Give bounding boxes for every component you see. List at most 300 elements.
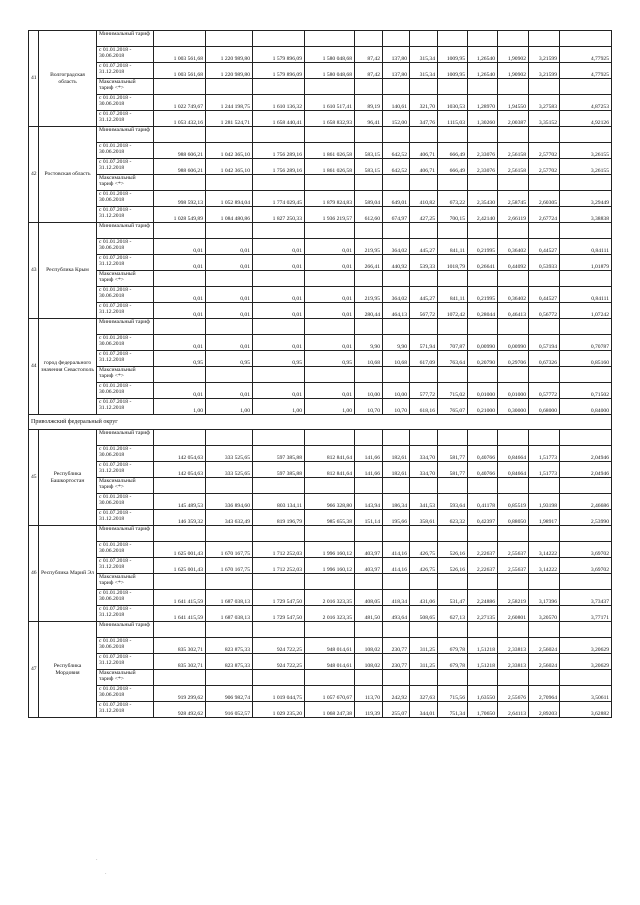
empty-cell: [498, 526, 529, 542]
empty-cell: [468, 367, 498, 383]
value-cell: 2,57702: [529, 143, 560, 159]
value-cell: 1 042 365,10: [206, 159, 253, 175]
tariff-type-label: Максимальный тариф <*>: [97, 478, 154, 494]
value-cell: 1 220 989,80: [206, 63, 253, 79]
value-cell: 3,17396: [529, 590, 560, 606]
table-row: [29, 383, 612, 399]
period-label: с 01.01.2018 - 30.06.2018: [97, 287, 154, 303]
table-row: [29, 95, 612, 111]
empty-cell: [438, 526, 468, 542]
value-cell: 0,01: [154, 255, 206, 271]
value-cell: 343 632,49: [206, 510, 253, 526]
value-cell: 627,13: [438, 606, 468, 622]
empty-cell: [383, 175, 410, 191]
tariff-type-row: [29, 223, 612, 239]
value-cell: 1 042 365,10: [206, 143, 253, 159]
value-cell: 539,33: [410, 255, 438, 271]
empty-cell: [410, 367, 438, 383]
value-cell: 924 722,25: [253, 654, 305, 670]
value-cell: 612,60: [355, 207, 383, 223]
value-cell: 0,28044: [468, 303, 498, 319]
empty-cell: [355, 670, 383, 686]
table-row: [29, 446, 612, 462]
value-cell: 2,22637: [468, 558, 498, 574]
value-cell: 3,20629: [560, 654, 612, 670]
value-cell: 1 936 219,57: [305, 207, 355, 223]
value-cell: 1 579 896,09: [253, 63, 305, 79]
value-cell: 581,77: [438, 446, 468, 462]
value-cell: 2,89203: [529, 702, 560, 718]
value-cell: 2,55676: [498, 686, 529, 702]
empty-cell: [498, 367, 529, 383]
value-cell: 137,80: [383, 63, 410, 79]
value-cell: 1 610 517,41: [305, 95, 355, 111]
table-row: [29, 63, 612, 79]
period-label: с 01.07.2018 - 31.12.2018: [97, 702, 154, 718]
value-cell: 928 492,62: [154, 702, 206, 718]
empty-cell: [154, 574, 206, 590]
value-cell: 2,46686: [560, 494, 612, 510]
value-cell: 364,02: [383, 287, 410, 303]
value-cell: 0,84111: [560, 287, 612, 303]
empty-cell: [206, 127, 253, 143]
period-label: с 01.07.2018 - 31.12.2018: [97, 399, 154, 415]
value-cell: 0,53933: [529, 255, 560, 271]
value-cell: 327,63: [410, 686, 438, 702]
value-cell: 642,52: [383, 143, 410, 159]
empty-cell: [529, 127, 560, 143]
value-cell: 186,34: [383, 494, 410, 510]
value-cell: 526,16: [438, 558, 468, 574]
region-number: 44: [29, 319, 39, 415]
period-label: с 01.07.2018 - 31.12.2018: [97, 510, 154, 526]
value-cell: 2,60801: [498, 606, 529, 622]
value-cell: 666,49: [438, 159, 468, 175]
empty-cell: [383, 127, 410, 143]
empty-cell: [154, 319, 206, 335]
value-cell: 1 712 252,03: [253, 542, 305, 558]
empty-cell: [410, 79, 438, 95]
value-cell: 0,95: [154, 351, 206, 367]
table-row: [29, 542, 612, 558]
value-cell: 0,95: [206, 351, 253, 367]
value-cell: 567,72: [410, 303, 438, 319]
empty-cell: [206, 367, 253, 383]
value-cell: 1 879 824,83: [305, 191, 355, 207]
value-cell: 1 670 167,75: [206, 558, 253, 574]
period-label: с 01.01.2018 - 30.06.2018: [97, 446, 154, 462]
value-cell: 1,51218: [468, 654, 498, 670]
value-cell: 0,44527: [529, 287, 560, 303]
empty-cell: [468, 478, 498, 494]
empty-cell: [529, 223, 560, 239]
tariff-type-label: Минимальный тариф: [97, 622, 154, 638]
empty-cell: [253, 526, 305, 542]
value-cell: 1 670 167,75: [206, 542, 253, 558]
empty-cell: [383, 622, 410, 638]
value-cell: 3,27583: [529, 95, 560, 111]
empty-cell: [560, 526, 612, 542]
empty-cell: [410, 127, 438, 143]
empty-cell: [355, 622, 383, 638]
value-cell: 1 658 440,41: [253, 111, 305, 127]
value-cell: 2,55637: [498, 558, 529, 574]
value-cell: 2,56158: [498, 143, 529, 159]
empty-cell: [154, 367, 206, 383]
empty-cell: [560, 175, 612, 191]
period-label: с 01.01.2018 - 30.06.2018: [97, 590, 154, 606]
value-cell: 0,01: [305, 303, 355, 319]
empty-cell: [468, 79, 498, 95]
value-cell: 1 658 832,93: [305, 111, 355, 127]
empty-cell: [305, 430, 355, 446]
table-row: [29, 510, 612, 526]
empty-cell: [305, 79, 355, 95]
district-title: Приволжский федеральный округ: [29, 415, 612, 430]
value-cell: 1 244 198,75: [206, 95, 253, 111]
tariff-type-row: [29, 478, 612, 494]
value-cell: 1009,95: [438, 47, 468, 63]
empty-cell: [383, 670, 410, 686]
value-cell: 1 220 989,80: [206, 47, 253, 63]
empty-cell: [355, 127, 383, 143]
period-label: с 01.01.2018 - 30.06.2018: [97, 47, 154, 63]
value-cell: 0,01: [305, 287, 355, 303]
empty-cell: [560, 367, 612, 383]
value-cell: 1,00: [154, 399, 206, 415]
empty-cell: [438, 574, 468, 590]
empty-cell: [253, 670, 305, 686]
empty-cell: [410, 430, 438, 446]
empty-cell: [206, 79, 253, 95]
period-label: с 01.07.2018 - 31.12.2018: [97, 111, 154, 127]
tariff-type-label: Максимальный тариф <*>: [97, 574, 154, 590]
value-cell: 1 003 561,68: [154, 47, 206, 63]
value-cell: 142 054,63: [154, 462, 206, 478]
period-label: с 01.07.2018 - 31.12.2018: [97, 351, 154, 367]
value-cell: 0,88050: [498, 510, 529, 526]
value-cell: 1 996 160,12: [305, 558, 355, 574]
value-cell: 1 774 029,45: [253, 191, 305, 207]
empty-cell: [498, 31, 529, 47]
empty-cell: [438, 31, 468, 47]
value-cell: 948 014,61: [305, 654, 355, 670]
region-number: 41: [29, 31, 39, 127]
value-cell: 141,66: [355, 446, 383, 462]
empty-cell: [410, 670, 438, 686]
empty-cell: [154, 79, 206, 95]
value-cell: 341,53: [410, 494, 438, 510]
value-cell: 707,87: [438, 335, 468, 351]
value-cell: 333 525,65: [206, 462, 253, 478]
region-number: 46: [29, 526, 39, 622]
value-cell: 0,41178: [468, 494, 498, 510]
empty-cell: [206, 478, 253, 494]
value-cell: 1 053 432,16: [154, 111, 206, 127]
value-cell: 311,25: [410, 654, 438, 670]
value-cell: 146 359,32: [154, 510, 206, 526]
value-cell: 948 014,61: [305, 638, 355, 654]
empty-cell: [410, 526, 438, 542]
value-cell: 1 003 561,68: [154, 63, 206, 79]
value-cell: 334,70: [410, 462, 438, 478]
value-cell: 358,61: [410, 510, 438, 526]
value-cell: 1,51773: [529, 446, 560, 462]
district-row: [29, 415, 612, 430]
value-cell: 0,01: [206, 287, 253, 303]
period-label: с 01.01.2018 - 30.06.2018: [97, 383, 154, 399]
value-cell: 0,01000: [468, 383, 498, 399]
empty-cell: [383, 430, 410, 446]
value-cell: 195,66: [383, 510, 410, 526]
value-cell: 2,24886: [468, 590, 498, 606]
value-cell: 0,00990: [498, 335, 529, 351]
value-cell: 0,01: [154, 383, 206, 399]
value-cell: 1 625 001,43: [154, 542, 206, 558]
empty-cell: [383, 367, 410, 383]
value-cell: 0,01: [154, 287, 206, 303]
period-label: с 01.07.2018 - 31.12.2018: [97, 654, 154, 670]
table-row: [29, 159, 612, 175]
value-cell: 3,26155: [560, 143, 612, 159]
empty-cell: [154, 430, 206, 446]
value-cell: 0,01: [206, 255, 253, 271]
value-cell: 1 580 048,68: [305, 63, 355, 79]
value-cell: 0,01: [305, 239, 355, 255]
value-cell: 835 302,71: [154, 638, 206, 654]
empty-cell: [305, 319, 355, 335]
value-cell: 4,77925: [560, 63, 612, 79]
tariff-type-row: [29, 319, 612, 335]
value-cell: 617,09: [410, 351, 438, 367]
region-name: Республика Башкортостан: [39, 430, 97, 526]
value-cell: 142 054,63: [154, 446, 206, 462]
value-cell: 0,01000: [498, 383, 529, 399]
value-cell: 581,77: [438, 462, 468, 478]
empty-cell: [206, 223, 253, 239]
tariff-type-label: Максимальный тариф <*>: [97, 271, 154, 287]
value-cell: 919 299,62: [154, 686, 206, 702]
value-cell: 1,28970: [468, 95, 498, 111]
value-cell: 145 489,53: [154, 494, 206, 510]
empty-cell: [529, 526, 560, 542]
empty-cell: [468, 223, 498, 239]
value-cell: 0,56772: [529, 303, 560, 319]
period-label: с 01.01.2018 - 30.06.2018: [97, 335, 154, 351]
table-row: [29, 239, 612, 255]
value-cell: 2,60305: [529, 191, 560, 207]
value-cell: 347,76: [410, 111, 438, 127]
tariff-type-label: Минимальный тариф: [97, 430, 154, 446]
period-label: с 01.07.2018 - 31.12.2018: [97, 159, 154, 175]
table-row: [29, 335, 612, 351]
value-cell: 3,20629: [560, 638, 612, 654]
value-cell: 1 052 894,04: [206, 191, 253, 207]
value-cell: 3,69702: [560, 558, 612, 574]
empty-cell: [438, 175, 468, 191]
value-cell: 2,33076: [468, 143, 498, 159]
value-cell: 0,40766: [468, 462, 498, 478]
value-cell: 0,29706: [498, 351, 529, 367]
value-cell: 2,55637: [498, 542, 529, 558]
value-cell: 674,97: [383, 207, 410, 223]
value-cell: 823 875,33: [206, 638, 253, 654]
value-cell: 255,07: [383, 702, 410, 718]
value-cell: 1115,03: [438, 111, 468, 127]
value-cell: 0,21995: [468, 239, 498, 255]
empty-cell: [498, 430, 529, 446]
table-row: [29, 47, 612, 63]
value-cell: 924 722,25: [253, 638, 305, 654]
empty-cell: [410, 478, 438, 494]
value-cell: 219,95: [355, 287, 383, 303]
region-name: Республика Марий Эл: [39, 526, 97, 622]
value-cell: 3,20570: [529, 606, 560, 622]
period-label: с 01.01.2018 - 30.06.2018: [97, 542, 154, 558]
empty-cell: [468, 31, 498, 47]
empty-cell: [560, 31, 612, 47]
empty-cell: [498, 79, 529, 95]
value-cell: 1018,79: [438, 255, 468, 271]
value-cell: 1,00: [206, 399, 253, 415]
table-row: [29, 558, 612, 574]
value-cell: 0,00990: [468, 335, 498, 351]
value-cell: 334,70: [410, 446, 438, 462]
empty-cell: [383, 271, 410, 287]
table-row: [29, 702, 612, 718]
value-cell: 3,62882: [560, 702, 612, 718]
value-cell: 414,16: [383, 558, 410, 574]
table-row: [29, 111, 612, 127]
period-label: с 01.07.2018 - 31.12.2018: [97, 207, 154, 223]
value-cell: 1 641 415,59: [154, 590, 206, 606]
value-cell: 10,70: [383, 399, 410, 415]
empty-cell: [355, 526, 383, 542]
empty-cell: [529, 79, 560, 95]
value-cell: 219,95: [355, 239, 383, 255]
value-cell: 406,71: [410, 159, 438, 175]
value-cell: 1,30260: [468, 111, 498, 127]
empty-cell: [438, 127, 468, 143]
value-cell: 988 606,21: [154, 143, 206, 159]
table-row: [29, 638, 612, 654]
period-label: с 01.07.2018 - 31.12.2018: [97, 462, 154, 478]
tariff-type-row: [29, 79, 612, 95]
value-cell: 143,94: [355, 494, 383, 510]
value-cell: 1 625 001,43: [154, 558, 206, 574]
period-label: с 01.01.2018 - 30.06.2018: [97, 143, 154, 159]
value-cell: 623,32: [438, 510, 468, 526]
value-cell: 4,92126: [560, 111, 612, 127]
value-cell: 0,42397: [468, 510, 498, 526]
empty-cell: [560, 79, 612, 95]
value-cell: 841,11: [438, 287, 468, 303]
empty-cell: [560, 670, 612, 686]
empty-cell: [438, 79, 468, 95]
value-cell: 1,00: [253, 399, 305, 415]
value-cell: 119,39: [355, 702, 383, 718]
value-cell: 1 729 547,50: [253, 606, 305, 622]
value-cell: 1,90902: [498, 47, 529, 63]
empty-cell: [438, 319, 468, 335]
tariff-type-label: Минимальный тариф: [97, 127, 154, 143]
value-cell: 0,95: [253, 351, 305, 367]
empty-cell: [305, 271, 355, 287]
value-cell: 2 016 323,35: [305, 606, 355, 622]
value-cell: 0,21000: [468, 399, 498, 415]
value-cell: 0,26641: [468, 255, 498, 271]
empty-cell: [560, 223, 612, 239]
value-cell: 426,75: [410, 558, 438, 574]
period-label: с 01.07.2018 - 31.12.2018: [97, 303, 154, 319]
value-cell: 1 687 038,13: [206, 606, 253, 622]
empty-cell: [355, 574, 383, 590]
value-cell: 751,34: [438, 702, 468, 718]
value-cell: 1,01879: [560, 255, 612, 271]
value-cell: 0,44527: [529, 239, 560, 255]
empty-cell: [305, 223, 355, 239]
value-cell: 3,29449: [560, 191, 612, 207]
tariff-type-row: [29, 127, 612, 143]
value-cell: 10,68: [383, 351, 410, 367]
empty-cell: [529, 670, 560, 686]
period-label: с 01.01.2018 - 30.06.2018: [97, 494, 154, 510]
value-cell: 414,16: [383, 542, 410, 558]
value-cell: 0,30000: [498, 399, 529, 415]
value-cell: 0,01: [305, 255, 355, 271]
value-cell: 408,05: [355, 590, 383, 606]
empty-cell: [529, 175, 560, 191]
value-cell: 2,42140: [468, 207, 498, 223]
empty-cell: [529, 271, 560, 287]
value-cell: 0,01: [206, 383, 253, 399]
value-cell: 649,01: [383, 191, 410, 207]
value-cell: 152,00: [383, 111, 410, 127]
value-cell: 0,36402: [498, 287, 529, 303]
value-cell: 0,84000: [560, 399, 612, 415]
value-cell: 2,66119: [498, 207, 529, 223]
value-cell: 0,40766: [468, 446, 498, 462]
empty-cell: [355, 175, 383, 191]
empty-cell: [560, 127, 612, 143]
value-cell: 0,71502: [560, 383, 612, 399]
value-cell: 2,64113: [498, 702, 529, 718]
empty-cell: [438, 622, 468, 638]
value-cell: 0,01: [253, 335, 305, 351]
empty-cell: [206, 526, 253, 542]
value-cell: 427,25: [410, 207, 438, 223]
value-cell: 1 827 250,33: [253, 207, 305, 223]
value-cell: 0,21995: [468, 287, 498, 303]
value-cell: 1,90902: [498, 63, 529, 79]
value-cell: 597 385,88: [253, 446, 305, 462]
value-cell: 410,82: [410, 191, 438, 207]
empty-cell: [355, 223, 383, 239]
empty-cell: [154, 622, 206, 638]
value-cell: 0,01: [253, 239, 305, 255]
empty-cell: [383, 79, 410, 95]
value-cell: 0,01: [206, 303, 253, 319]
empty-cell: [498, 127, 529, 143]
empty-cell: [253, 223, 305, 239]
value-cell: 715,56: [438, 686, 468, 702]
value-cell: 571,94: [410, 335, 438, 351]
value-cell: 4,87253: [560, 95, 612, 111]
value-cell: 333 525,65: [206, 446, 253, 462]
empty-cell: [206, 31, 253, 47]
value-cell: 403,97: [355, 542, 383, 558]
value-cell: 0,01: [253, 303, 305, 319]
